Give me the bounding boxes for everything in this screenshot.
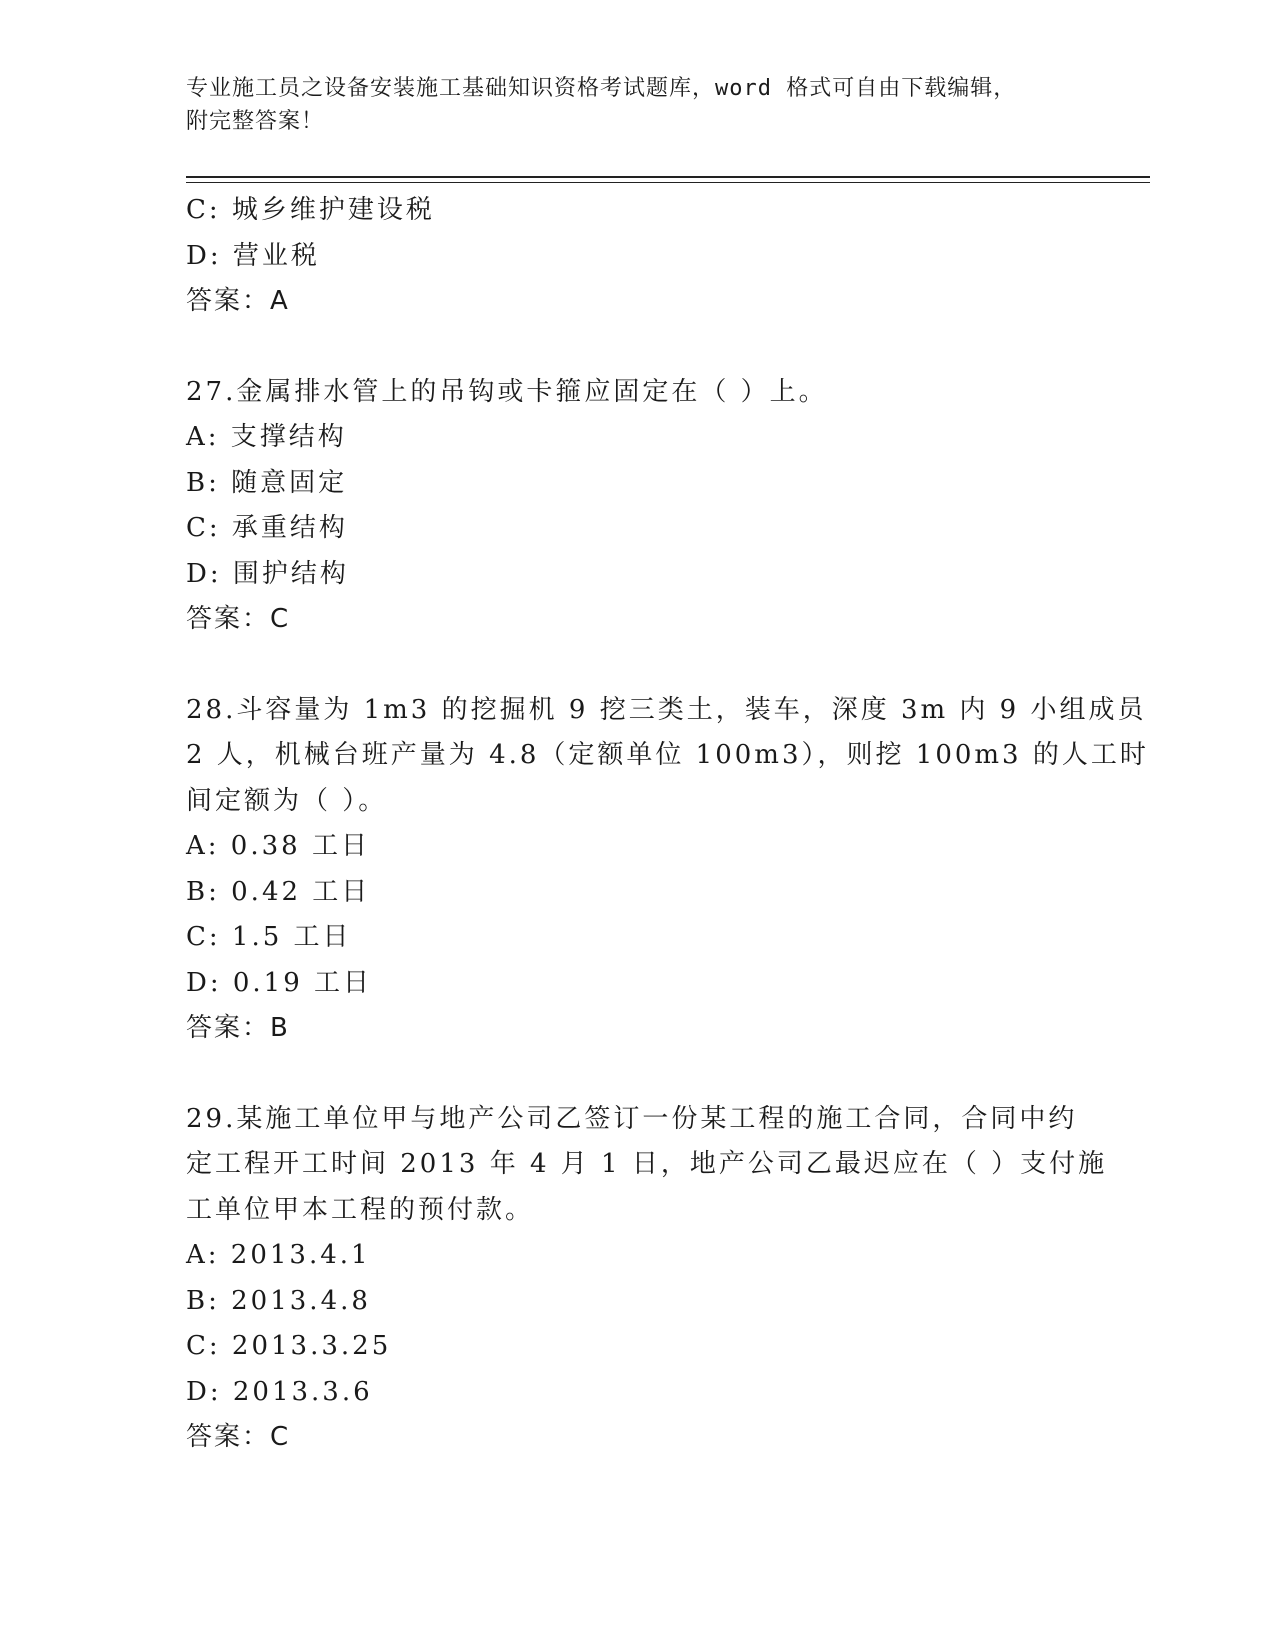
option-d: D: 2013.3.6 xyxy=(186,1376,373,1407)
question-list xyxy=(186,188,1149,1461)
option-c: C: 1.5 工日 xyxy=(186,922,352,952)
option-a: A: 支撑结构 xyxy=(186,422,347,452)
question-28 xyxy=(186,688,1149,1052)
answer: 答案：A xyxy=(186,286,290,316)
answer: 答案：C xyxy=(186,1422,291,1452)
option-b: B: 0.42 工日 xyxy=(186,876,371,907)
header-rule-thin xyxy=(186,182,1150,183)
header-rule-thick xyxy=(186,176,1150,178)
option-d: D: 围护结构 xyxy=(186,558,349,589)
answer: 答案：B xyxy=(186,1013,290,1043)
question-text-line-1: 28.斗容量为 1m3 的挖掘机 9 挖三类土，装车，深度 3m 内 9 小组成员 xyxy=(186,694,1147,725)
option-d: D: 营业税 xyxy=(186,240,320,271)
option-a: A: 2013.4.1 xyxy=(186,1240,371,1270)
option-c: C: 承重结构 xyxy=(186,513,348,543)
header-line-2: 附完整答案！ xyxy=(186,109,325,134)
question-text-line-2: 2 人，机械台班产量为 4.8（定额单位 100m3），则挖 100m3 的人工时 xyxy=(186,740,1149,770)
question-26 xyxy=(186,188,1086,325)
answer: 答案：C xyxy=(186,604,291,634)
question-27 xyxy=(186,370,1086,643)
option-a: A: 0.38 工日 xyxy=(186,831,370,861)
option-c: C: 城乡维护建设税 xyxy=(186,195,435,225)
question-text: 27.金属排水管上的吊钩或卡箍应固定在（ ）上。 xyxy=(186,376,828,407)
question-text-line-3: 间定额为（ ）。 xyxy=(186,785,388,816)
option-d: D: 0.19 工日 xyxy=(186,967,373,998)
question-text-line-1: 29.某施工单位甲与地产公司乙签订一份某工程的施工合同，合同中约 xyxy=(186,1103,1078,1134)
option-b: B: 随意固定 xyxy=(186,467,348,498)
question-29 xyxy=(186,1097,1108,1461)
question-text-line-2: 定工程开工时间 2013 年 4 月 1 日，地产公司乙最迟应在（ ）支付施 xyxy=(186,1149,1108,1179)
option-c: C: 2013.3.25 xyxy=(186,1331,392,1361)
option-b: B: 2013.4.8 xyxy=(186,1285,371,1316)
question-text-line-3: 工单位甲本工程的预付款。 xyxy=(186,1194,535,1225)
header-line-1: 专业施工员之设备安装施工基础知识资格考试题库，word 格式可自由下载编辑， xyxy=(186,76,1017,101)
document-header xyxy=(186,72,1066,138)
